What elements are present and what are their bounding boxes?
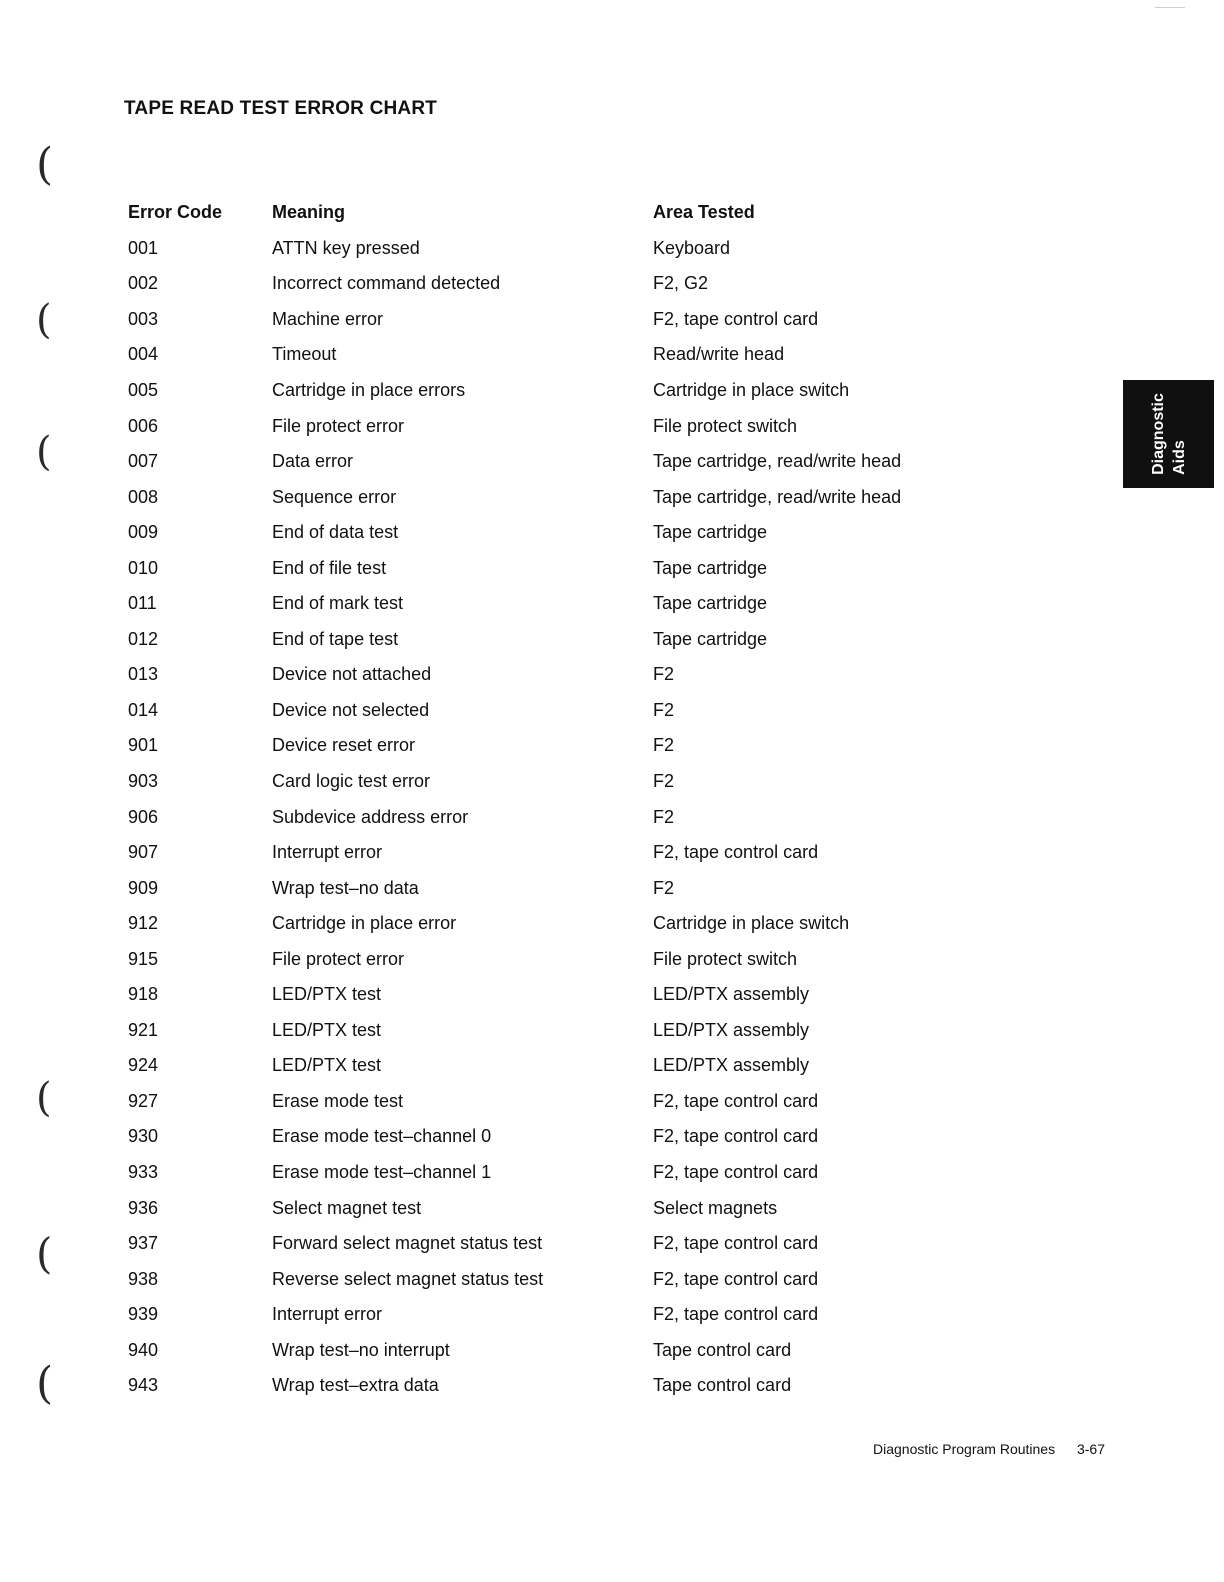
cell-area-tested: F2, tape control card — [653, 1268, 819, 1289]
section-tab-line-1: Diagnostic — [1149, 393, 1167, 475]
cell-meaning: Reverse select magnet status test — [272, 1268, 544, 1289]
cell-error-code: 004 — [128, 344, 159, 365]
cell-error-code: 008 — [128, 486, 159, 507]
table-row — [128, 1155, 953, 1191]
cell-area-tested: LED/PTX assembly — [653, 1019, 810, 1040]
cell-meaning: End of tape test — [272, 628, 399, 649]
cell-area-tested: File protect switch — [653, 948, 798, 969]
cell-area-tested: Tape cartridge — [653, 522, 768, 543]
table-row — [128, 1226, 953, 1262]
cell-area-tested: Tape cartridge, read/write head — [653, 451, 902, 472]
table-row — [128, 728, 953, 764]
cell-error-code: 901 — [128, 735, 159, 756]
cell-error-code: 003 — [128, 308, 159, 329]
cell-error-code: 906 — [128, 806, 159, 827]
cell-area-tested: F2 — [653, 877, 675, 898]
cell-meaning: Erase mode test–channel 1 — [272, 1162, 492, 1183]
cell-area-tested: File protect switch — [653, 415, 798, 436]
cell-area-tested: LED/PTX assembly — [653, 984, 810, 1005]
cell-error-code: 005 — [128, 380, 159, 400]
cell-area-tested: Tape cartridge, read/write head — [653, 486, 902, 507]
cell-meaning: Device not attached — [272, 664, 432, 685]
cell-meaning: Wrap test–no interrupt — [272, 1339, 450, 1360]
cell-error-code: 009 — [128, 522, 159, 543]
table-row — [128, 1190, 953, 1226]
table-row — [128, 1013, 953, 1049]
footer-page-number: 3-67 — [1076, 1441, 1106, 1457]
cell-error-code: 912 — [128, 913, 159, 934]
cell-error-code: 940 — [128, 1339, 159, 1360]
cell-error-code: 014 — [128, 699, 159, 720]
cell-meaning: Wrap test–no data — [272, 877, 419, 898]
cell-area-tested: Tape control card — [653, 1375, 792, 1396]
cell-error-code: 011 — [128, 593, 157, 614]
table-row — [128, 266, 953, 302]
table-row — [128, 870, 953, 906]
cell-meaning: End of data test — [272, 522, 399, 543]
cell-meaning: Select magnet test — [272, 1197, 422, 1218]
cell-meaning: Subdevice address error — [272, 806, 469, 827]
cell-error-code: 933 — [128, 1162, 159, 1183]
section-tab-label — [1148, 393, 1190, 475]
cell-meaning: LED/PTX test — [272, 984, 382, 1005]
table-header-row — [128, 195, 953, 231]
cell-area-tested: Tape cartridge — [653, 628, 768, 649]
table-row — [128, 515, 953, 551]
cell-error-code: 012 — [128, 628, 159, 649]
cell-error-code: 013 — [128, 664, 159, 685]
cell-error-code: 943 — [128, 1375, 159, 1396]
cell-area-tested: Select magnets — [653, 1197, 778, 1218]
table-row — [128, 657, 953, 693]
table-row — [128, 1119, 953, 1155]
binder-hole-mark: ( — [36, 429, 52, 475]
cell-meaning: Card logic test error — [272, 771, 431, 792]
cell-area-tested: F2, tape control card — [653, 308, 819, 329]
cell-meaning: Interrupt error — [272, 842, 383, 863]
cell-meaning: Device not selected — [272, 699, 430, 720]
cell-meaning: Incorrect command detected — [272, 273, 501, 294]
cell-meaning: LED/PTX test — [272, 1019, 382, 1040]
cell-area-tested: F2, tape control card — [653, 1162, 819, 1183]
cell-meaning: Data error — [272, 451, 354, 472]
table-row — [128, 622, 953, 658]
table-row — [128, 550, 953, 586]
binder-hole-mark: ( — [36, 1229, 53, 1278]
cell-area-tested: Cartridge in place switch — [653, 913, 850, 934]
cell-meaning: End of file test — [272, 557, 387, 578]
cell-error-code: 903 — [128, 771, 159, 792]
table-row — [128, 835, 953, 871]
cell-meaning: Erase mode test — [272, 1090, 404, 1111]
cell-area-tested: F2, tape control card — [653, 1090, 819, 1111]
cell-error-code: 002 — [128, 273, 159, 294]
cell-error-code: 915 — [128, 948, 159, 969]
table-row — [128, 302, 953, 338]
cell-area-tested: Tape cartridge — [653, 593, 768, 614]
footer-section-title: Diagnostic Program Routines — [873, 1441, 1056, 1457]
cell-area-tested: Cartridge in place switch — [653, 380, 850, 400]
table-row — [128, 479, 953, 515]
table-row — [128, 906, 953, 942]
cell-error-code: 938 — [128, 1268, 159, 1289]
top-edge-rule — [1155, 7, 1185, 8]
page-footer — [873, 1441, 1105, 1457]
cell-meaning: End of mark test — [272, 593, 404, 614]
table-row — [128, 977, 953, 1013]
binder-hole-mark: ( — [36, 139, 54, 190]
cell-area-tested: LED/PTX assembly — [653, 1055, 810, 1076]
cell-area-tested: F2 — [653, 806, 675, 827]
cell-meaning: Cartridge in place error — [272, 913, 457, 934]
table-row — [128, 941, 953, 977]
cell-error-code: 010 — [128, 557, 159, 578]
cell-error-code: 927 — [128, 1090, 159, 1111]
cell-meaning: Cartridge in place errors — [272, 380, 466, 400]
cell-area-tested: Keyboard — [653, 237, 731, 258]
cell-meaning: Sequence error — [272, 486, 397, 507]
cell-area-tested: F2, tape control card — [653, 842, 819, 863]
cell-area-tested: F2 — [653, 771, 675, 792]
cell-error-code: 930 — [128, 1126, 159, 1147]
cell-area-tested: F2, tape control card — [653, 1304, 819, 1325]
cell-meaning: Erase mode test–channel 0 — [272, 1126, 492, 1147]
cell-area-tested: F2 — [653, 664, 675, 685]
table-row — [128, 1261, 953, 1297]
header-error-code: Error Code — [128, 202, 223, 223]
cell-meaning: Machine error — [272, 308, 384, 329]
cell-area-tested: F2 — [653, 699, 675, 720]
table-row — [128, 1333, 953, 1369]
cell-area-tested: Tape control card — [653, 1339, 792, 1360]
cell-error-code: 918 — [128, 984, 159, 1005]
cell-area-tested: Tape cartridge — [653, 557, 768, 578]
cell-meaning: ATTN key pressed — [272, 237, 420, 258]
cell-error-code: 001 — [128, 237, 159, 258]
cell-error-code: 921 — [128, 1019, 159, 1040]
table-row — [128, 444, 953, 480]
cell-error-code: 936 — [128, 1197, 159, 1218]
table-row — [128, 693, 953, 729]
cell-error-code: 909 — [128, 877, 159, 898]
cell-meaning: File protect error — [272, 948, 405, 969]
cell-meaning: Device reset error — [272, 735, 416, 756]
table-row — [128, 586, 953, 622]
cell-meaning: Wrap test–extra data — [272, 1375, 439, 1396]
section-tab-diagnostic-aids — [1123, 380, 1214, 488]
cell-meaning: Interrupt error — [272, 1304, 383, 1325]
table-row — [128, 1048, 953, 1084]
cell-area-tested: F2, tape control card — [653, 1233, 819, 1254]
table-row — [128, 231, 953, 267]
table-row — [128, 337, 953, 373]
table-body — [128, 231, 953, 1404]
cell-error-code: 007 — [128, 451, 159, 472]
cell-error-code: 907 — [128, 842, 159, 863]
cell-error-code: 006 — [128, 415, 159, 436]
cell-error-code: 937 — [128, 1233, 159, 1254]
table-row — [128, 764, 953, 800]
binder-hole-mark: ( — [36, 1075, 52, 1121]
cell-meaning: Forward select magnet status test — [272, 1233, 543, 1254]
section-tab-line-2: Aids — [1170, 440, 1188, 475]
binder-hole-mark: ( — [36, 297, 52, 343]
cell-area-tested: F2 — [653, 735, 675, 756]
table-row — [128, 1368, 953, 1404]
cell-meaning: File protect error — [272, 415, 405, 436]
cell-meaning: Timeout — [272, 344, 337, 365]
cell-area-tested: F2, tape control card — [653, 1126, 819, 1147]
table-row — [128, 408, 953, 444]
binder-hole-mark: ( — [36, 1358, 54, 1409]
cell-meaning: LED/PTX test — [272, 1055, 382, 1076]
table-row — [128, 1297, 953, 1333]
header-area-tested: Area Tested — [653, 202, 755, 223]
error-chart-table — [128, 195, 953, 1404]
page-title: TAPE READ TEST ERROR CHART — [124, 98, 438, 119]
header-meaning: Meaning — [272, 202, 346, 223]
table-row — [128, 1084, 953, 1120]
table-row — [128, 373, 953, 409]
cell-error-code: 939 — [128, 1304, 159, 1325]
cell-area-tested: F2, G2 — [653, 273, 709, 294]
cell-area-tested: Read/write head — [653, 344, 785, 365]
table-row — [128, 799, 953, 835]
cell-error-code: 924 — [128, 1055, 159, 1076]
